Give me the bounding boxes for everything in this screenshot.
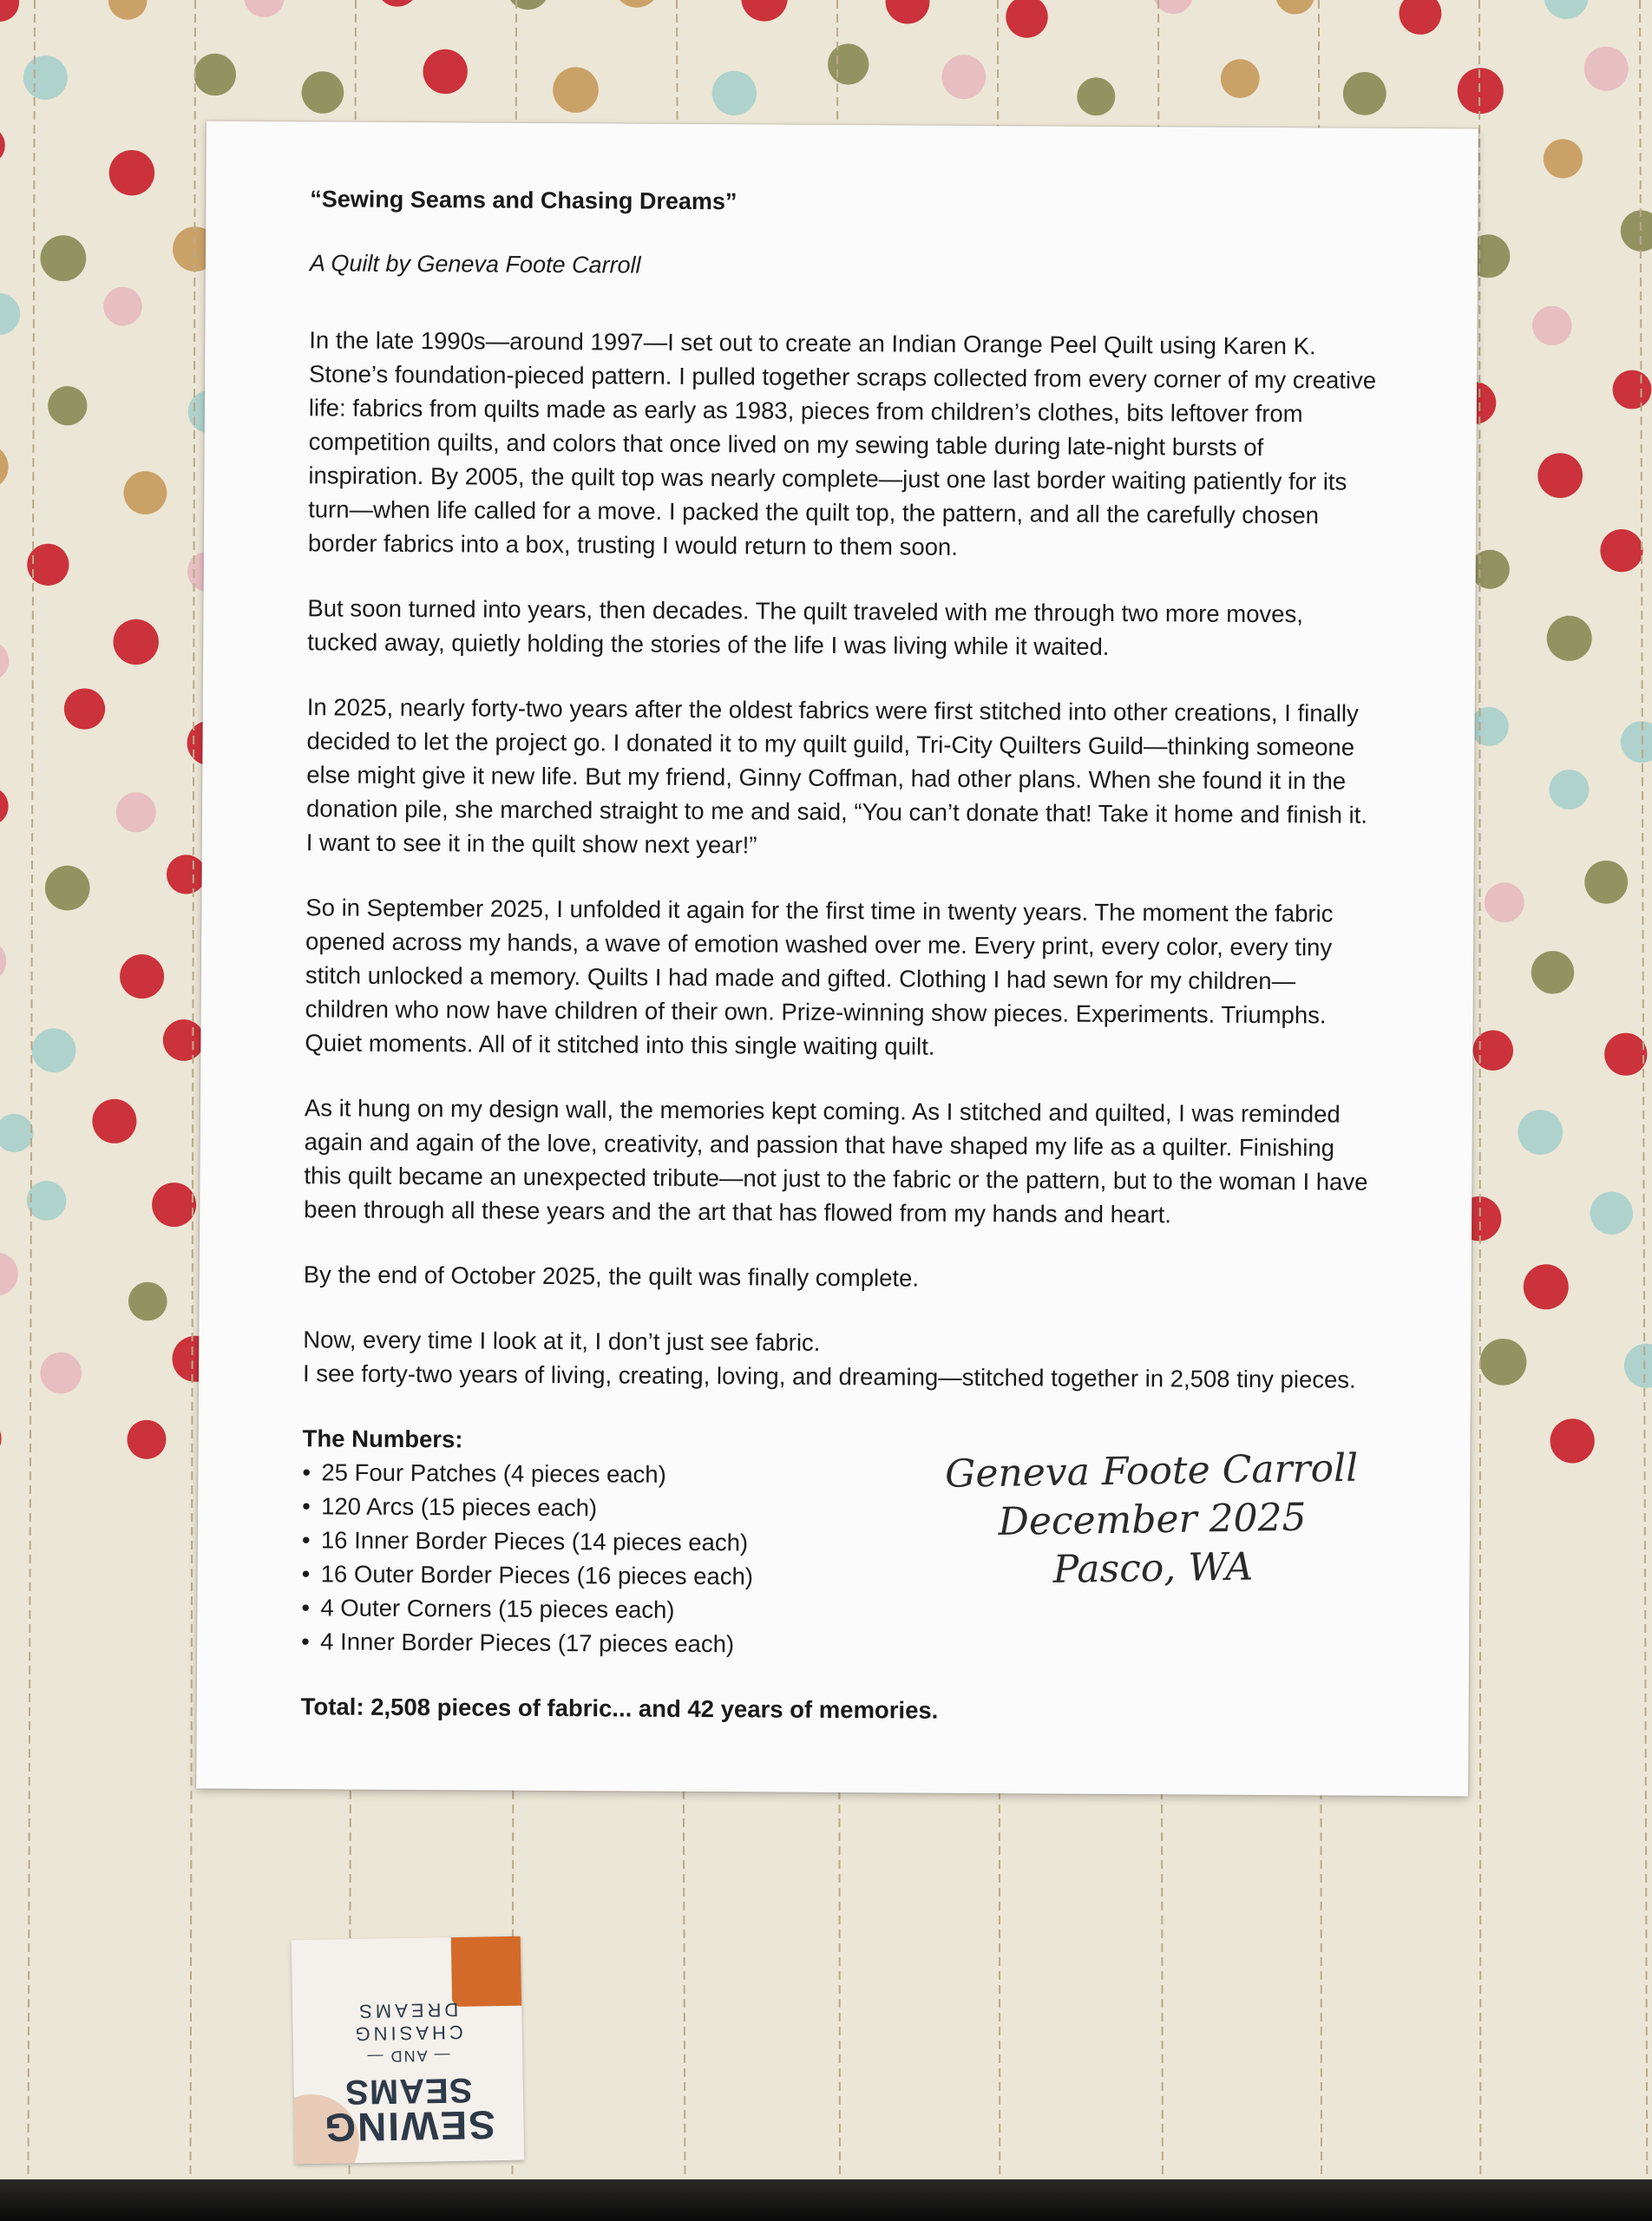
fabric-polka-dot	[1621, 721, 1652, 763]
fabric-polka-dot	[1473, 1031, 1513, 1071]
fabric-polka-dot	[0, 0, 19, 22]
fabric-polka-dot	[1544, 0, 1589, 19]
story-paragraph-5: As it hung on my design wall, the memories kept coming. As I stitched and quilted, I was reminded again and again of the love, creativity, and passion that have shaped my life as a quilter. Finishing this quilt became an unexpected tribute—not just to the fabric or the pattern, but to the woman I have been through all these years and the art that has flowed from my hands and heart.	[304, 1094, 1368, 1228]
signature-date: December 2025	[998, 1495, 1307, 1544]
fabric-polka-dot	[1544, 139, 1583, 178]
fabric-polka-dot	[1343, 72, 1386, 115]
fabric-polka-dot	[103, 287, 142, 326]
fabric-polka-dot	[0, 293, 20, 335]
fabric-polka-dot	[45, 866, 90, 911]
numbers-item: • 4 Outer Corners (15 pieces each)	[301, 1590, 1368, 1631]
fabric-polka-dot	[128, 1282, 167, 1321]
fabric-polka-dot	[120, 954, 164, 999]
fabric-polka-dot	[741, 0, 788, 22]
fabric-polka-dot	[41, 235, 87, 281]
fabric-polka-dot	[553, 67, 599, 113]
fabric-polka-dot	[1275, 0, 1314, 14]
fabric-polka-dot	[27, 1181, 67, 1221]
fabric-polka-dot	[886, 0, 930, 23]
fabric-polka-dot	[1006, 0, 1047, 38]
tag-word-chasing: CHASING	[351, 2021, 463, 2046]
fabric-polka-dot	[1547, 616, 1592, 661]
closing-line-1: Now, every time I look at it, I don’t just see fabric.	[303, 1326, 821, 1356]
table-edge-shadow	[0, 2179, 1652, 2221]
handwritten-signature	[926, 1444, 1379, 1596]
fabric-polka-dot	[941, 55, 986, 99]
story-paragraph-2: But soon turned into years, then decades. The quilt traveled with me through two more moves, tucked away, quietly holding the stories of the life I was living while it waited.	[307, 594, 1304, 660]
fabric-polka-dot	[27, 544, 69, 586]
fabric-polka-dot	[48, 386, 87, 425]
fabric-polka-dot	[152, 1183, 196, 1227]
fabric-polka-dot	[124, 471, 167, 514]
fabric-polka-dot	[1550, 770, 1590, 809]
tag-upside-down-content	[292, 1936, 524, 2165]
fabric-polka-dot	[1458, 68, 1504, 114]
fabric-polka-dot	[0, 787, 9, 826]
signature-name: Geneva Foote Carroll	[944, 1445, 1359, 1497]
woven-quilt-tag	[292, 1936, 524, 2165]
fabric-polka-dot	[163, 1019, 205, 1061]
tag-word-dreams: DREAMS	[355, 1998, 459, 2023]
quilting-stitch-line	[190, 0, 195, 2221]
fabric-polka-dot	[23, 56, 68, 100]
fabric-polka-dot	[302, 71, 344, 114]
fabric-polka-dot	[194, 54, 236, 95]
fabric-polka-dot	[1532, 306, 1571, 345]
story-paragraph-3: In 2025, nearly forty-two years after the oldest fabrics were first stitched into other creations, I finally decided to let the project go. I donated it to my quilt guild, Tri-City Quilters Guild—thinking someone else might give it new life. But my friend, Ginny Coffman, had other plans. When she found it in the donation pile, she marched straight to me and said, “You can’t donate that! Take it home and finish it. I want to see it in the quilt show next year!”	[305, 693, 1368, 859]
fabric-polka-dot	[108, 0, 148, 20]
story-paragraph-4: So in September 2025, I unfolded it again for the first time in twenty years. The moment the fabric opened across my hands, a wave of emotion washed over me. Every print, every color, every tiny stitch unlocked a memory. Quilts I had made and gifted. Clothing I had sewn for my children—children who now have children of their own. Prize-winning show pieces. Experiments. Triumphs. Quiet moments. All of it stitched into this single waiting quilt.	[305, 894, 1334, 1060]
fabric-polka-dot	[1621, 210, 1652, 251]
closing-line-2: I see forty-two years of living, creating, loving, and dreaming—stitched together in 2,508 tiny pieces.	[302, 1359, 1356, 1393]
fabric-polka-dot	[0, 1114, 34, 1152]
fabric-polka-dot	[1221, 59, 1260, 98]
fabric-polka-dot	[1584, 861, 1628, 904]
fabric-polka-dot	[0, 1419, 2, 1459]
fabric-polka-dot	[828, 43, 869, 84]
numbers-item: • 25 Four Patches (4 pieces each)	[302, 1455, 1369, 1496]
fabric-polka-dot	[1470, 707, 1509, 746]
fabric-polka-dot	[1584, 47, 1629, 91]
fabric-polka-dot	[40, 1353, 82, 1394]
fabric-polka-dot	[64, 689, 105, 730]
fabric-polka-dot	[1471, 550, 1510, 589]
fabric-polka-dot	[116, 792, 156, 832]
numbers-item: • 16 Inner Border Pieces (14 pieces each)	[302, 1523, 1369, 1563]
fabric-polka-dot	[0, 1253, 18, 1296]
numbers-heading: The Numbers:	[302, 1425, 463, 1453]
label-byline: A Quilt by Geneva Foote Carroll	[309, 250, 641, 278]
quilting-stitch-line	[1479, 0, 1480, 2221]
label-title: “Sewing Seams and Chasing Dreams”	[310, 186, 738, 215]
fabric-polka-dot	[1604, 1033, 1647, 1076]
fabric-polka-dot	[1077, 77, 1115, 115]
fabric-polka-dot	[109, 150, 154, 195]
fabric-polka-dot	[0, 940, 6, 983]
fabric-polka-dot	[1524, 1264, 1569, 1309]
closing-paragraph	[303, 1322, 1370, 1397]
fabric-polka-dot	[712, 71, 757, 115]
numbers-item: • 16 Outer Border Pieces (16 pieces each)	[302, 1556, 1369, 1597]
numbers-item: • 4 Inner Border Pieces (17 pieces each)	[301, 1624, 1368, 1665]
fabric-polka-dot	[376, 0, 418, 7]
quilting-stitch-line	[28, 0, 35, 2221]
fabric-polka-dot	[1154, 0, 1194, 14]
fabric-polka-dot	[1400, 0, 1442, 35]
fabric-polka-dot	[1590, 1192, 1633, 1235]
fabric-polka-dot	[167, 855, 206, 894]
fabric-polka-dot	[507, 0, 550, 10]
signature-place: Pasco, WA	[1052, 1544, 1254, 1592]
numbers-item: • 120 Arcs (15 pieces each)	[302, 1489, 1369, 1530]
fabric-polka-dot	[0, 444, 9, 489]
quilting-stitch-line	[1640, 0, 1648, 2221]
tag-word-sewing: SEWING	[322, 2102, 496, 2151]
fabric-polka-dot	[0, 126, 5, 165]
fabric-polka-dot	[32, 1028, 76, 1072]
tag-word-seams: SEAMS	[344, 2070, 473, 2112]
fabric-polka-dot	[1480, 1339, 1527, 1386]
fabric-polka-dot	[1550, 1418, 1595, 1463]
total-line: Total: 2,508 pieces of fabric... and 42 years of memories.	[300, 1693, 939, 1724]
story-paragraph-1: In the late 1990s—around 1997—I set out to create an Indian Orange Peel Quilt using Karen K. Stone’s foundation-pieced pattern. I pulled together scraps collected from every corner of my creative life: fabrics from quilts made as early as 1983, pieces from children’s clothes, bits leftover from competition quilts, and colors that once lived on my sewing table during late-night bursts of inspiration. By 2005, the quilt top was nearly complete—just one last border waiting patiently for its turn—when life called for a move. I packed the quilt top, the pattern, and all the carefully chosen border fabrics into a box, trusting I would return to them soon.	[307, 326, 1377, 560]
fabric-polka-dot	[244, 0, 285, 17]
fabric-polka-dot	[423, 49, 468, 94]
fabric-polka-dot	[114, 619, 159, 665]
quilt-label	[196, 121, 1478, 1797]
fabric-polka-dot	[1518, 1110, 1563, 1155]
fabric-polka-dot	[0, 641, 9, 681]
fabric-polka-dot	[1624, 1344, 1652, 1388]
fabric-polka-dot	[1613, 370, 1652, 409]
fabric-polka-dot	[92, 1099, 136, 1143]
fabric-polka-dot	[613, 0, 659, 8]
fabric-polka-dot	[1537, 453, 1583, 498]
fabric-polka-dot	[1485, 882, 1524, 922]
fabric-polka-dot	[128, 1420, 167, 1459]
story-paragraph-6: By the end of October 2025, the quilt was finally complete.	[303, 1261, 920, 1292]
fabric-polka-dot	[1531, 951, 1574, 993]
tag-word-and: — AND —	[365, 2047, 450, 2066]
fabric-polka-dot	[1600, 529, 1642, 572]
